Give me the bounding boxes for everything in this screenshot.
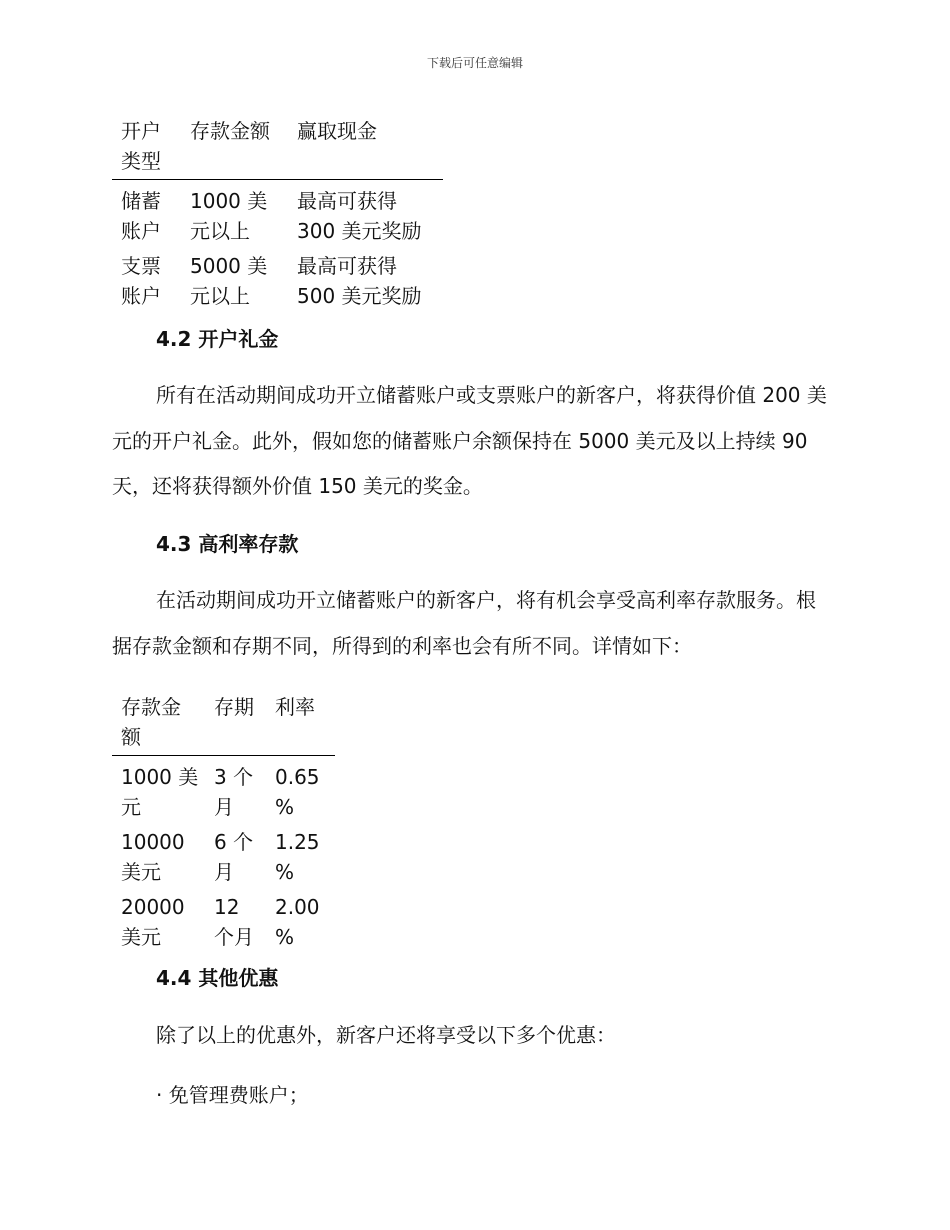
column-header-cash-reward: 赢取现金 bbox=[288, 116, 443, 180]
column-header-deposit-amount: 存款金 额 bbox=[112, 692, 205, 756]
table-cell: 3 个 月 bbox=[214, 765, 254, 819]
table-cell: 1.25 % bbox=[275, 830, 320, 884]
table-cell: 1000 美 元 bbox=[121, 765, 199, 819]
table-cell: 20000 美元 bbox=[121, 895, 185, 949]
section-heading-high-interest: 4.3 高利率存款 bbox=[156, 532, 299, 556]
table-cell: 最高可获得 300 美元奖励 bbox=[297, 189, 422, 243]
section-heading-other-offers: 4.4 其他优惠 bbox=[156, 966, 279, 990]
table-row bbox=[112, 756, 335, 828]
page-header: 下载后可任意编辑 bbox=[426, 56, 523, 70]
table-cell: 1000 美 元以上 bbox=[190, 189, 268, 243]
column-header-interest-rate: 利率 bbox=[266, 692, 335, 756]
table-cell: 最高可获得 500 美元奖励 bbox=[297, 254, 422, 308]
table-cell: 0.65 % bbox=[275, 765, 320, 819]
column-header-deposit-amount: 存款金额 bbox=[181, 116, 288, 180]
table-row bbox=[112, 892, 335, 957]
table-cell: 支票 账户 bbox=[121, 254, 161, 308]
table-cell: 储蓄 账户 bbox=[121, 189, 161, 243]
section-paragraph-high-interest: 在活动期间成功开立储蓄账户的新客户，将有机会享受高利率存款服务。根据存款金额和存期不同，所得到的利率也会有所不同。详情如下： bbox=[112, 588, 816, 658]
section-paragraph-other-offers: 除了以上的优惠外，新客户还将享受以下多个优惠： bbox=[156, 1023, 616, 1047]
table-cell: 10000 美元 bbox=[121, 830, 185, 884]
table-cell: 2.00 % bbox=[275, 895, 320, 949]
table-cell: 5000 美 元以上 bbox=[190, 254, 268, 308]
table-cell: 12 个月 bbox=[214, 895, 254, 949]
table-row bbox=[112, 180, 443, 252]
table-cell: 6 个 月 bbox=[214, 830, 254, 884]
list-item: · 免管理费账户； bbox=[156, 1083, 309, 1107]
table-row bbox=[112, 827, 335, 892]
interest-rate-table bbox=[112, 692, 335, 957]
section-heading-opening-gift: 4.2 开户礼金 bbox=[156, 327, 279, 351]
column-header-account-type: 开户 类型 bbox=[112, 116, 181, 180]
table-row bbox=[112, 251, 443, 316]
table-header-row bbox=[112, 116, 443, 180]
table-header-row bbox=[112, 692, 335, 756]
column-header-term: 存期 bbox=[205, 692, 266, 756]
section-paragraph-opening-gift: 所有在活动期间成功开立储蓄账户或支票账户的新客户，将获得价值 200 美元的开户礼金。此外，假如您的储蓄账户余额保持在 5000 美元及以上持续 90 天，还将获得额外价值 150 美元的奖金。 bbox=[112, 383, 827, 498]
account-bonus-table bbox=[112, 116, 443, 316]
